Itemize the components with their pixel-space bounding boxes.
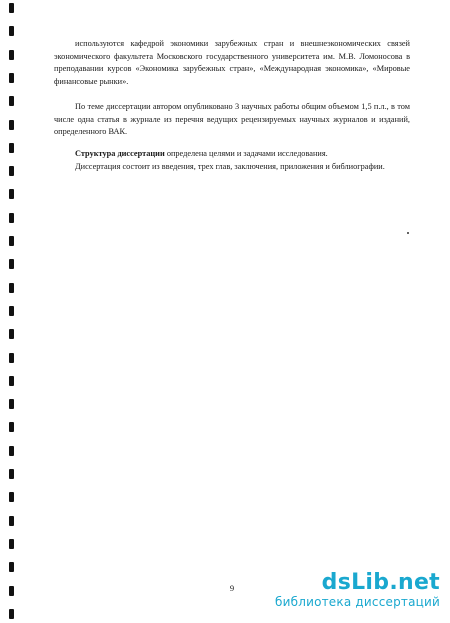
watermark-subtitle: библиотека диссертаций (275, 595, 440, 609)
binding-hole-mark (9, 213, 14, 223)
binding-hole-mark (9, 143, 14, 153)
watermark-logo-dot: . (389, 570, 398, 595)
binding-hole-mark (9, 259, 14, 269)
binding-hole-mark (9, 399, 14, 409)
structure-text: определена целями и задачами исследования. (164, 149, 328, 158)
binding-hole-mark (9, 306, 14, 316)
paragraph-usage: используются кафедрой экономики зарубежных стран и внешнеэкономических связей экономического факультета Московского государственного университета им. М.В. Ломоносова в преподавании курсов «Экономика зарубежных стран», «Международная экономика», «Мировые финансовые рынки». (54, 39, 410, 86)
binding-hole-mark (9, 73, 14, 83)
paragraph-composition: Диссертация состоит из введения, трех глав, заключения, приложения и библиографии. (75, 162, 385, 171)
paragraph-structure (54, 148, 410, 161)
binding-hole-mark (9, 609, 14, 619)
binding-hole-mark (9, 516, 14, 526)
structure-heading: Структура диссертации (75, 149, 165, 158)
binding-hole-mark (9, 562, 14, 572)
binding-hole-mark (9, 120, 14, 130)
page-number: 9 (229, 583, 235, 593)
binding-hole-mark (9, 283, 14, 293)
binding-marks (9, 0, 15, 623)
binding-hole-mark (9, 26, 14, 36)
watermark-logo-tld: net (398, 570, 440, 595)
binding-hole-mark (9, 189, 14, 199)
dslib-watermark (270, 571, 440, 610)
binding-hole-mark (9, 236, 14, 246)
binding-hole-mark (9, 353, 14, 363)
binding-hole-mark (9, 446, 14, 456)
scan-speck (407, 232, 409, 234)
binding-hole-mark (9, 3, 14, 13)
binding-hole-mark (9, 50, 14, 60)
binding-hole-mark (9, 492, 14, 502)
binding-hole-mark (9, 329, 14, 339)
paragraph-publications: По теме диссертации автором опубликовано 3 научных работы общим объемом 1,5 п.л., в том числе одна статья в журнале из перечня ведущих рецензируемых научных журналов и изданий, определенного ВАК. (54, 102, 410, 137)
binding-hole-mark (9, 376, 14, 386)
watermark-logo-main: dsLib (321, 570, 390, 595)
binding-hole-mark (9, 422, 14, 432)
watermark-logo (270, 571, 440, 595)
binding-hole-mark (9, 469, 14, 479)
binding-hole-mark (9, 96, 14, 106)
binding-hole-mark (9, 166, 14, 176)
binding-hole-mark (9, 539, 14, 549)
